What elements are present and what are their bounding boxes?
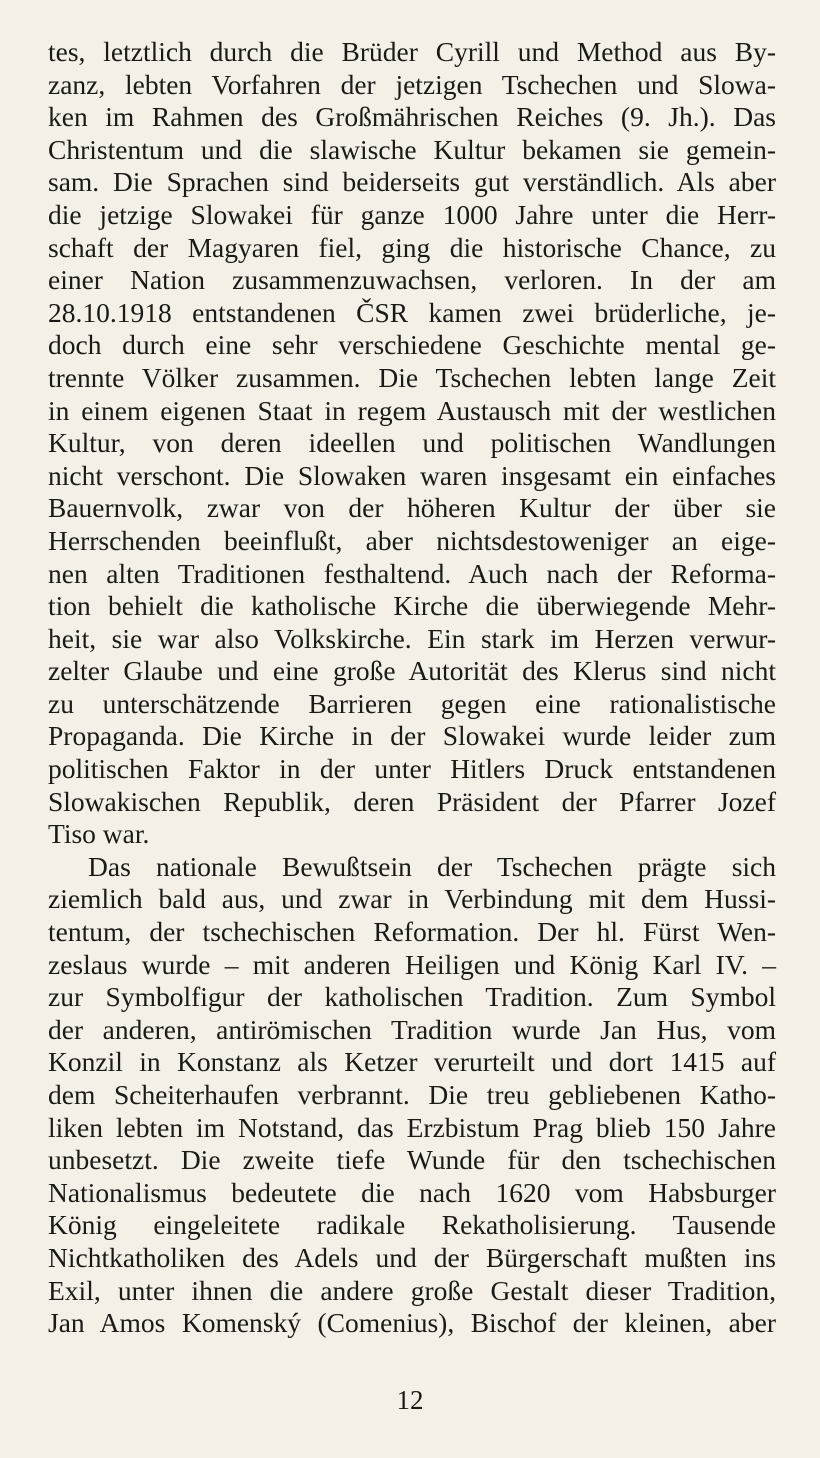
- text-line: Das nationale Bewußtsein der Tschechen prägte sich: [88, 850, 776, 882]
- body-text: [48, 36, 776, 1340]
- paragraph-1: [48, 36, 776, 851]
- text-line: Kultur, von deren ideellen und politischen Wandlungen: [48, 427, 776, 459]
- text-line: sam. Die Sprachen sind beiderseits gut verständlich. Als aber: [48, 166, 776, 198]
- text-line: der anderen, antirömischen Tradition wurde Jan Hus, vom: [48, 1013, 776, 1045]
- text-line: dem Scheiterhaufen verbrannt. Die treu gebliebenen Katho-: [48, 1079, 776, 1110]
- paragraph-2: [48, 851, 776, 1340]
- text-line: zelter Glaube und eine große Autorität des Klerus sind nicht: [48, 655, 776, 687]
- text-line: König eingeleitete radikale Rekatholisierung. Tausende: [48, 1209, 776, 1241]
- text-line: tion behielt die katholische Kirche die überwiegende Mehr-: [48, 590, 776, 622]
- text-line: Nationalismus bedeutete die nach 1620 vom Habsburger: [48, 1176, 776, 1208]
- text-line: schaft der Magyaren fiel, ging die historische Chance, zu: [48, 231, 776, 263]
- text-line: tes, letztlich durch die Brüder Cyrill und Method aus By-: [48, 36, 776, 67]
- text-line: 28.10.1918 entstandenen ČSR kamen zwei brüderliche, je-: [48, 296, 776, 328]
- text-line: trennte Völker zusammen. Die Tschechen lebten lange Zeit: [48, 361, 776, 393]
- text-line: heit, sie war also Volkskirche. Ein stark im Herzen verwur-: [48, 622, 776, 654]
- text-line: liken lebten im Notstand, das Erzbistum Prag blieb 150 Jahre: [48, 1111, 776, 1143]
- text-line: nen alten Traditionen festhaltend. Auch nach der Reforma-: [48, 557, 776, 589]
- text-line: Exil, unter ihnen die andere große Gestalt dieser Tradition,: [48, 1274, 776, 1306]
- text-line: ziemlich bald aus, und zwar in Verbindung mit dem Hussi-: [48, 883, 776, 915]
- text-line: Slowakischen Republik, deren Präsident der Pfarrer Jozef: [48, 785, 776, 817]
- text-line: zeslaus wurde – mit anderen Heiligen und König Karl IV. –: [48, 948, 776, 980]
- text-line: einer Nation zusammenzuwachsen, verloren. In der am: [48, 264, 776, 296]
- text-line: tentum, der tschechischen Reformation. Der hl. Fürst Wen-: [48, 916, 776, 948]
- text-line: Christentum und die slawische Kultur bekamen sie gemein-: [48, 133, 776, 165]
- text-line: Konzil in Konstanz als Ketzer verurteilt und dort 1415 auf: [48, 1046, 776, 1078]
- text-line: in einem eigenen Staat in regem Austausch mit der westlichen: [48, 394, 776, 426]
- text-line: Herrschenden beeinflußt, aber nichtsdestoweniger an eige-: [48, 524, 776, 556]
- text-line: doch durch eine sehr verschiedene Geschichte mental ge-: [48, 329, 776, 361]
- text-line: politischen Faktor in der unter Hitlers Druck entstandenen: [48, 753, 776, 785]
- text-line: zur Symbolfigur der katholischen Tradition. Zum Symbol: [48, 981, 776, 1013]
- text-line: Nichtkatholiken des Adels und der Bürgerschaft mußten ins: [48, 1241, 776, 1273]
- text-line: Propaganda. Die Kirche in der Slowakei wurde leider zum: [48, 720, 776, 752]
- text-line: ken im Rahmen des Großmährischen Reiches (9. Jh.). Das: [48, 101, 776, 133]
- text-line: Jan Amos Komenský (Comenius), Bischof der kleinen, aber: [48, 1307, 776, 1339]
- text-line: zanz, lebten Vorfahren der jetzigen Tschechen und Slowa-: [48, 68, 776, 100]
- text-line: zu unterschätzende Barrieren gegen eine rationalistische: [48, 687, 776, 719]
- text-line: die jetzige Slowakei für ganze 1000 Jahre unter die Herr-: [48, 198, 776, 230]
- text-line: Tiso war.: [48, 818, 150, 850]
- text-line: Bauernvolk, zwar von der höheren Kultur der über sie: [48, 492, 776, 524]
- text-line: nicht verschont. Die Slowaken waren insgesamt ein einfaches: [48, 459, 776, 491]
- page-number: 12: [396, 1385, 424, 1415]
- text-line: unbesetzt. Die zweite tiefe Wunde für den tschechischen: [48, 1144, 776, 1176]
